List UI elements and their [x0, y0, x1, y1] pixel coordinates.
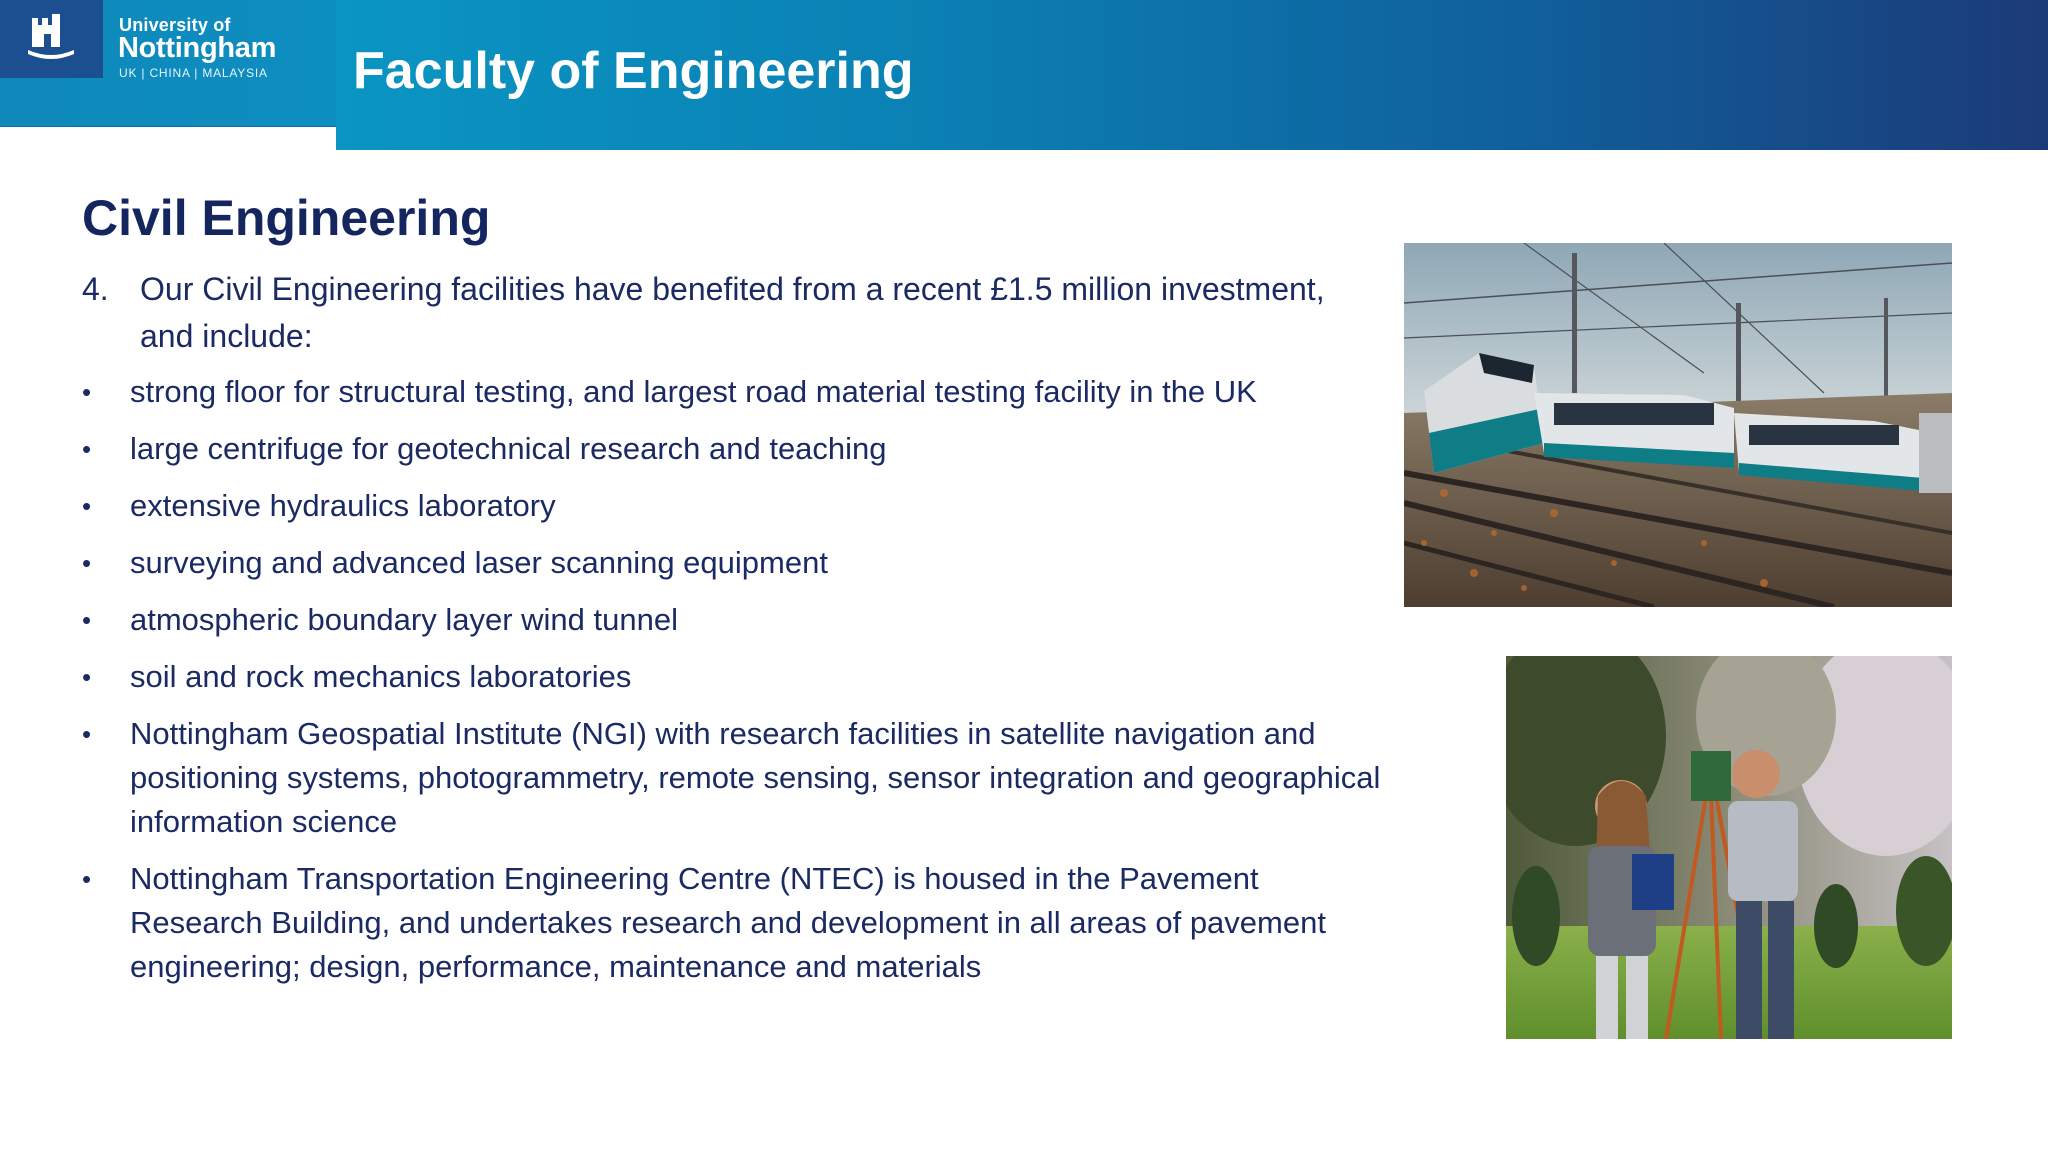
bullet-icon: •: [82, 377, 92, 407]
section-title: Civil Engineering: [82, 190, 491, 246]
faculty-title: Faculty of Engineering: [353, 42, 914, 100]
intro-paragraph: [82, 266, 1372, 360]
list-item-text: surveying and advanced laser scanning equipment: [130, 545, 828, 580]
intro-text: Our Civil Engineering facilities have benefited from a recent £1.5 million investment, and include:: [140, 271, 1325, 354]
facility-list: [82, 370, 1382, 1002]
list-item: [82, 655, 1382, 699]
list-item-text: atmospheric boundary layer wind tunnel: [130, 602, 678, 637]
list-item-text: soil and rock mechanics laboratories: [130, 659, 632, 694]
bullet-icon: •: [82, 434, 92, 464]
list-item: [82, 484, 1382, 528]
list-item-text: Nottingham Transportation Engineering Centre (NTEC) is housed in the Pavement Research Building, and undertakes research and development in all areas of pavement engineering; design, performance, maintenance and materials: [130, 861, 1326, 984]
university-logo: [0, 0, 336, 127]
list-item: [82, 598, 1382, 642]
logo-line-2: Nottingham: [118, 32, 277, 64]
bullet-icon: •: [82, 491, 92, 521]
bullet-icon: •: [82, 662, 92, 692]
tram-photo: [1404, 243, 1952, 607]
surveying-photo: [1506, 656, 1952, 1039]
logo-line-1: University of: [119, 15, 231, 35]
logo-line-3: UK | CHINA | MALAYSIA: [119, 66, 268, 80]
bullet-icon: •: [82, 864, 92, 894]
bullet-icon: •: [82, 719, 92, 749]
list-item-text: Nottingham Geospatial Institute (NGI) with research facilities in satellite navigation and positioning systems, photogrammetry, remote sensing, sensor integration and geographical information science: [130, 716, 1381, 839]
intro-number: 4.: [82, 271, 109, 307]
list-item-text: extensive hydraulics laboratory: [130, 488, 556, 523]
bullet-icon: •: [82, 605, 92, 635]
university-crest-icon: [0, 0, 103, 78]
list-item-text: strong floor for structural testing, and largest road material testing facility in the UK: [130, 374, 1257, 409]
list-item: [82, 712, 1382, 844]
bullet-icon: •: [82, 548, 92, 578]
list-item-text: large centrifuge for geotechnical research and teaching: [130, 431, 887, 466]
list-item: [82, 541, 1382, 585]
list-item: [82, 857, 1382, 989]
list-item: [82, 427, 1382, 471]
list-item: [82, 370, 1382, 414]
